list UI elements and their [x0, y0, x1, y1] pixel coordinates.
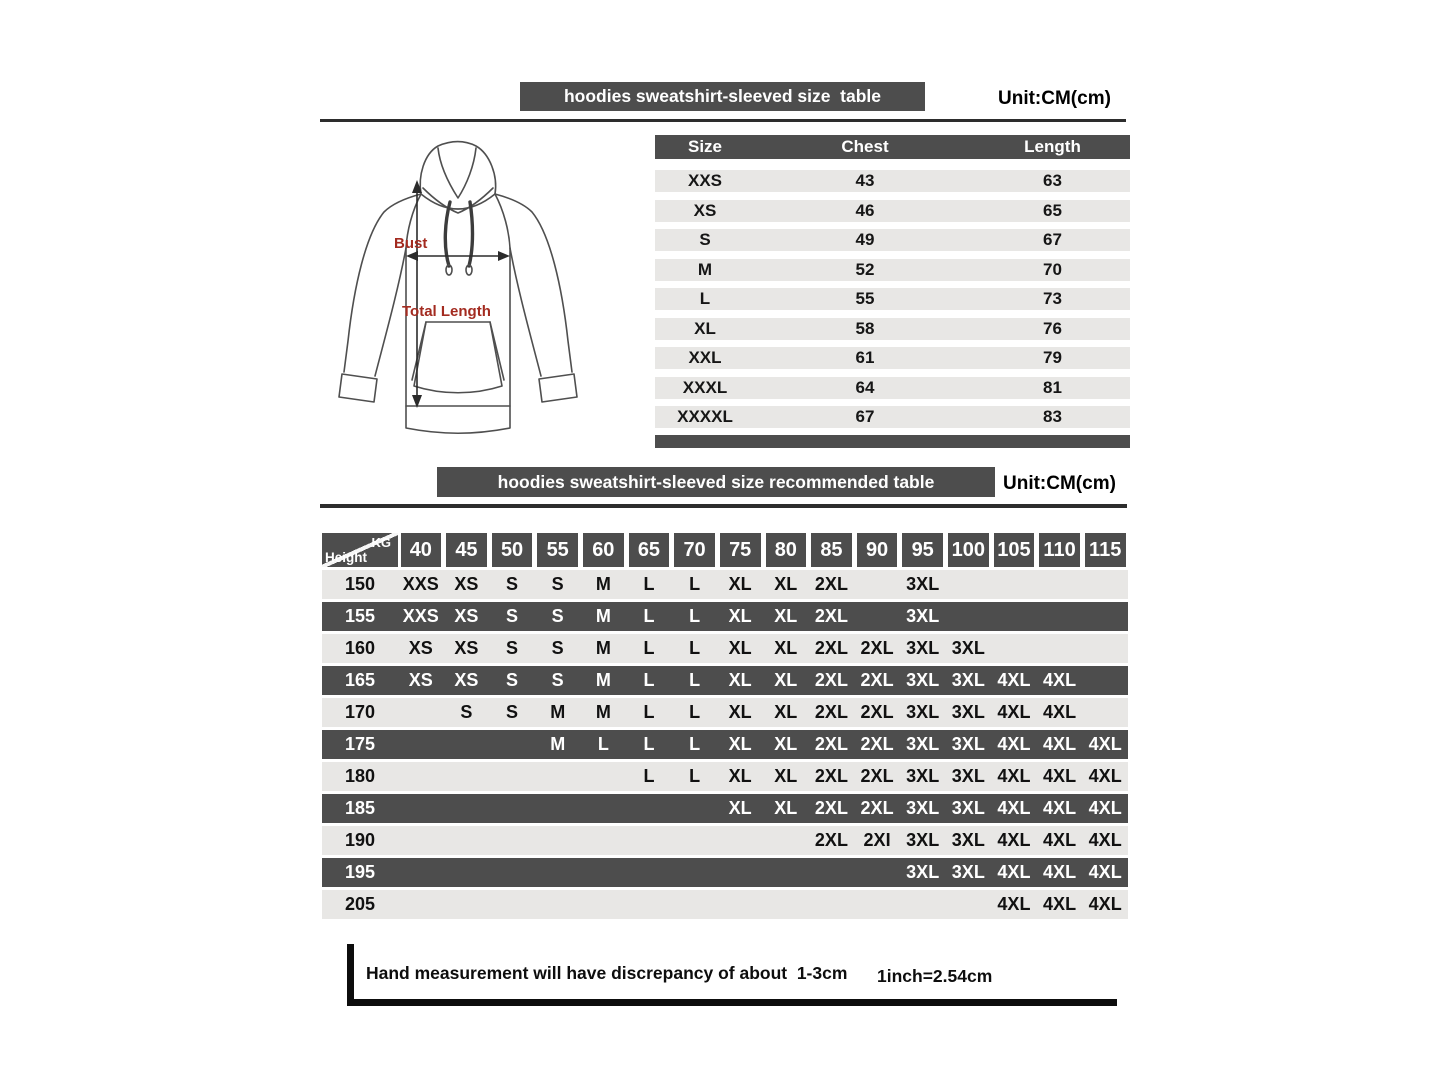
size-cell [946, 570, 992, 599]
size-cell: S [551, 670, 564, 690]
size-cell: 2XI [863, 830, 891, 850]
weight-column-header: 70 [674, 533, 715, 567]
size-cell [444, 762, 490, 791]
height-label: 195 [344, 862, 376, 882]
height-label: 165 [344, 670, 376, 690]
height-label: 205 [344, 894, 376, 914]
size-cell [854, 890, 900, 919]
size-cell: 2XL [814, 606, 848, 626]
size-cell: L [689, 574, 701, 594]
size-cell: 3XL [906, 702, 940, 722]
size-cell: 4XL [997, 766, 1031, 786]
inch-conversion-note: 1inch=2.54cm [877, 966, 993, 986]
recommended-table-row [322, 826, 1128, 855]
size-table-column-header: Chest [841, 137, 889, 156]
kg-height-corner-cell [322, 533, 398, 567]
size-cell [1082, 602, 1128, 631]
size-cell: L [643, 574, 655, 594]
recommended-table-title: hoodies sweatshirt-sleeved size recommended table [497, 471, 935, 492]
size-cell [444, 890, 490, 919]
arrow-left-icon [406, 251, 418, 261]
size-cell [1082, 634, 1128, 663]
size-cell: S [551, 606, 564, 626]
measurement-discrepancy-note: Hand measurement will have discrepancy of about 1-3cm [366, 963, 848, 983]
size-cell [581, 858, 627, 887]
size-cell: 4XL [1043, 862, 1077, 882]
size-table-cell: 46 [855, 200, 875, 220]
size-cell: L [643, 606, 655, 626]
size-cell: L [689, 606, 701, 626]
arrow-right-icon [498, 251, 510, 261]
weight-column-header: 115 [1085, 533, 1126, 567]
weight-column-header: 80 [766, 533, 807, 567]
size-cell: L [689, 734, 701, 754]
size-cell: 3XL [951, 766, 985, 786]
size-cell: XL [774, 798, 798, 818]
size-cell: 4XL [997, 702, 1031, 722]
size-cell [1082, 666, 1128, 695]
size-cell [672, 890, 718, 919]
size-cell: 4XL [1088, 894, 1122, 914]
size-cell: 3XL [951, 670, 985, 690]
recommended-table-row [322, 570, 1128, 599]
size-table-cell: 76 [1043, 318, 1062, 338]
size-table-column-header: Length [1024, 137, 1081, 156]
size-cell: 4XL [997, 734, 1031, 754]
size-cell: 4XL [1043, 670, 1077, 690]
size-cell: 3XL [906, 670, 940, 690]
size-cell [854, 570, 900, 599]
size-table-footer-bar [655, 435, 1130, 448]
hood-opening [438, 148, 476, 198]
footer-bottom-line [347, 999, 1117, 1006]
size-cell: M [550, 734, 566, 754]
size-cell [1082, 698, 1128, 727]
size-table-cell: L [699, 289, 711, 308]
size-cell [672, 794, 718, 823]
size-table-row [655, 347, 1130, 369]
size-table-cell: XXS [687, 171, 723, 190]
recommended-table-row [322, 794, 1128, 823]
size-cell [1037, 634, 1083, 663]
size-cell [489, 826, 535, 855]
size-cell [854, 602, 900, 631]
size-table-title-bar [520, 82, 925, 111]
size-cell [535, 794, 581, 823]
weight-column-header: 90 [857, 533, 898, 567]
size-cell: 3XL [951, 702, 985, 722]
size-table [655, 135, 1130, 448]
size-cell: S [506, 670, 519, 690]
size-cell [1037, 570, 1083, 599]
size-table-column-header: Size [687, 137, 723, 156]
size-cell [900, 890, 946, 919]
size-cell [398, 890, 444, 919]
size-cell: S [551, 574, 564, 594]
size-cell: 2XL [814, 766, 848, 786]
size-table-cell: 67 [1043, 230, 1062, 249]
size-table-row [655, 288, 1130, 310]
size-cell: 2XL [814, 670, 848, 690]
size-table-cell: 49 [855, 230, 875, 249]
size-cell [717, 826, 763, 855]
size-cell [809, 858, 855, 887]
size-cell: XL [728, 766, 752, 786]
size-cell [809, 890, 855, 919]
size-table-header [655, 135, 1130, 159]
size-table-unit-label: Unit:CM(cm) [998, 88, 1111, 109]
size-cell: XL [728, 798, 752, 818]
size-cell: XL [728, 574, 752, 594]
size-table-cell: 52 [855, 259, 875, 279]
size-table-cell: XS [693, 200, 717, 220]
height-label: 180 [344, 766, 376, 786]
size-cell: 2XL [814, 702, 848, 722]
height-label: 160 [344, 638, 376, 658]
size-table-row [655, 377, 1130, 399]
size-table-cell: 61 [855, 348, 875, 367]
size-cell: 2XL [814, 830, 848, 850]
size-cell: 3XL [906, 862, 940, 882]
size-cell [672, 858, 718, 887]
size-cell: M [595, 670, 611, 690]
size-cell: 3XL [951, 734, 985, 754]
size-cell [489, 890, 535, 919]
size-cell [946, 890, 992, 919]
weight-column-header: 100 [948, 533, 989, 567]
size-cell: XS [454, 638, 479, 658]
size-cell [535, 858, 581, 887]
size-cell: M [595, 606, 611, 626]
size-cell [581, 890, 627, 919]
size-cell: L [643, 702, 655, 722]
size-cell: 2XL [860, 766, 894, 786]
size-cell [991, 570, 1037, 599]
size-cell: 4XL [1043, 894, 1077, 914]
size-cell: 4XL [997, 798, 1031, 818]
weight-column-header: 40 [401, 533, 442, 567]
size-cell [1037, 602, 1083, 631]
size-cell: 3XL [906, 766, 940, 786]
size-cell: 3XL [951, 638, 985, 658]
size-cell [489, 858, 535, 887]
size-table-cell: 63 [1043, 171, 1062, 190]
size-cell: S [506, 702, 519, 722]
size-cell [581, 794, 627, 823]
size-cell [398, 858, 444, 887]
size-cell: 2XL [860, 734, 894, 754]
size-table-cell: 43 [855, 171, 875, 190]
recommended-table [322, 533, 1128, 919]
size-cell: L [597, 734, 609, 754]
left-cuff [339, 374, 377, 402]
size-cell: S [460, 702, 473, 722]
size-cell [626, 890, 672, 919]
size-cell: 4XL [997, 894, 1031, 914]
size-cell [854, 858, 900, 887]
size-cell: L [689, 766, 701, 786]
size-cell [489, 730, 535, 759]
size-table-cell: 81 [1043, 377, 1062, 397]
size-cell [763, 890, 809, 919]
size-cell: 2XL [814, 798, 848, 818]
size-cell: 3XL [906, 606, 940, 626]
size-cell: 4XL [1088, 862, 1122, 882]
size-cell [398, 730, 444, 759]
size-cell: 4XL [997, 670, 1031, 690]
recommended-table-row [322, 698, 1128, 727]
size-cell: L [689, 670, 701, 690]
size-cell: M [595, 574, 611, 594]
recommended-table-row [322, 762, 1128, 791]
height-label: 175 [344, 734, 376, 754]
size-cell [444, 730, 490, 759]
size-cell [398, 762, 444, 791]
size-cell: 2XL [860, 670, 894, 690]
size-cell: 4XL [997, 830, 1031, 850]
total-length-label: Total Length [402, 303, 491, 320]
size-cell: L [689, 702, 701, 722]
size-cell: 2XL [860, 702, 894, 722]
weight-column-header: 60 [583, 533, 624, 567]
kangaroo-pocket [414, 322, 502, 393]
size-cell: S [506, 574, 519, 594]
size-cell: L [643, 638, 655, 658]
size-cell [626, 826, 672, 855]
size-table-row [655, 229, 1130, 251]
size-cell: XL [774, 702, 798, 722]
size-cell: 2XL [814, 574, 848, 594]
size-cell: XL [728, 670, 752, 690]
size-cell: M [595, 638, 611, 658]
weight-column-header: 55 [537, 533, 578, 567]
recommended-table-title-bar [437, 467, 995, 497]
height-label: 170 [344, 702, 376, 722]
hem-band [406, 406, 510, 433]
size-cell [991, 602, 1037, 631]
size-cell: XS [408, 638, 433, 658]
size-cell [717, 858, 763, 887]
size-table-cell: XXXL [682, 377, 728, 397]
size-cell [398, 698, 444, 727]
size-table-cell: 83 [1043, 407, 1062, 426]
size-table-cell: S [699, 230, 711, 249]
size-cell [535, 890, 581, 919]
size-table-body [655, 170, 1130, 428]
size-table-cell: 64 [855, 377, 875, 397]
size-cell [444, 826, 490, 855]
size-cell: XL [774, 606, 798, 626]
size-cell [763, 826, 809, 855]
size-cell: 2XL [814, 734, 848, 754]
size-cell: L [643, 670, 655, 690]
size-cell [444, 858, 490, 887]
right-sleeve-inner [510, 248, 541, 376]
size-cell: 4XL [1043, 830, 1077, 850]
size-cell [626, 794, 672, 823]
size-cell: XL [774, 574, 798, 594]
size-cell [535, 826, 581, 855]
size-cell: S [551, 638, 564, 658]
hoodie-measurement-diagram [322, 136, 602, 456]
size-table-cell: 55 [855, 289, 875, 308]
size-cell: 4XL [1043, 702, 1077, 722]
size-cell: XS [454, 606, 479, 626]
size-cell [581, 826, 627, 855]
size-cell: L [643, 734, 655, 754]
size-cell: S [506, 606, 519, 626]
recommended-table-row [322, 858, 1128, 887]
size-cell: 3XL [906, 798, 940, 818]
size-table-row [655, 318, 1130, 340]
recommended-table-row [322, 634, 1128, 663]
size-cell: XL [728, 734, 752, 754]
size-cell: 4XL [1088, 766, 1122, 786]
height-corner-label: Height [325, 550, 367, 565]
size-cell: XL [774, 670, 798, 690]
size-cell [672, 826, 718, 855]
size-table-cell: XXL [688, 348, 722, 367]
size-cell: 4XL [1088, 734, 1122, 754]
size-table-cell: 70 [1043, 259, 1062, 279]
height-label: 185 [344, 798, 376, 818]
recommended-table-body [322, 570, 1128, 919]
size-table-cell: 73 [1043, 289, 1062, 308]
weight-column-header: 75 [720, 533, 761, 567]
size-cell [581, 762, 627, 791]
size-cell [489, 794, 535, 823]
size-table-title: hoodies sweatshirt-sleeved size table [563, 86, 882, 106]
recommended-table-unit-label: Unit:CM(cm) [1003, 473, 1116, 494]
size-cell: 3XL [906, 574, 940, 594]
size-cell: 3XL [951, 862, 985, 882]
top-divider-line [320, 119, 1126, 122]
kg-corner-label: KG [371, 535, 391, 550]
size-cell: XL [728, 702, 752, 722]
size-cell: 4XL [1043, 734, 1077, 754]
recommended-table-row [322, 730, 1128, 759]
size-cell [991, 634, 1037, 663]
size-table-cell: 65 [1043, 200, 1062, 220]
weight-column-header: 45 [446, 533, 487, 567]
size-cell: 2XL [860, 638, 894, 658]
size-cell: 4XL [1043, 766, 1077, 786]
height-label: 190 [344, 830, 376, 850]
size-cell [1082, 570, 1128, 599]
recommended-table-header [322, 533, 1128, 567]
size-cell: 4XL [997, 862, 1031, 882]
size-table-cell: M [697, 259, 713, 279]
size-table-row [655, 406, 1130, 428]
size-cell [946, 602, 992, 631]
hood-outline [420, 142, 495, 195]
recommended-table-row [322, 666, 1128, 695]
size-cell: XL [728, 638, 752, 658]
size-cell: L [689, 638, 701, 658]
weight-column-header: 50 [492, 533, 533, 567]
size-cell: XXS [402, 606, 439, 626]
size-cell: XL [774, 766, 798, 786]
size-table-cell: XL [694, 318, 716, 338]
size-cell: 3XL [906, 638, 940, 658]
pocket-opening-right [490, 322, 504, 380]
size-cell: 3XL [906, 734, 940, 754]
size-cell: S [506, 638, 519, 658]
size-cell: XL [774, 638, 798, 658]
size-cell: 4XL [1088, 798, 1122, 818]
size-cell [398, 794, 444, 823]
weight-column-header: 65 [629, 533, 670, 567]
size-table-row [655, 170, 1130, 192]
size-cell: XXS [402, 574, 439, 594]
size-cell: 4XL [1088, 830, 1122, 850]
size-cell: 2XL [860, 798, 894, 818]
size-cell: L [643, 766, 655, 786]
height-label: 150 [344, 574, 376, 594]
pocket-opening-left [412, 322, 426, 380]
size-table-row [655, 259, 1130, 281]
footer-left-bar [347, 944, 354, 1005]
size-cell [398, 826, 444, 855]
recommended-table-row [322, 890, 1128, 919]
size-cell: XS [408, 670, 433, 690]
size-cell [763, 858, 809, 887]
middle-divider-line [320, 504, 1127, 508]
size-cell [535, 762, 581, 791]
size-table-cell: XXXXL [677, 407, 733, 426]
size-table-cell: 79 [1043, 348, 1062, 367]
size-table-row [655, 200, 1130, 222]
size-cell [444, 794, 490, 823]
size-cell: XS [454, 670, 479, 690]
weight-column-header: 85 [811, 533, 852, 567]
size-cell: 3XL [951, 830, 985, 850]
size-cell: M [595, 702, 611, 722]
weight-column-header: 110 [1039, 533, 1080, 567]
size-cell [626, 858, 672, 887]
size-cell [717, 890, 763, 919]
recommended-table-row [322, 602, 1128, 631]
size-cell: 3XL [906, 830, 940, 850]
size-cell: 3XL [951, 798, 985, 818]
size-cell: XL [728, 606, 752, 626]
height-label: 155 [344, 606, 376, 626]
size-cell: 4XL [1043, 798, 1077, 818]
size-cell: XL [774, 734, 798, 754]
size-table-cell: 58 [855, 318, 875, 338]
weight-column-header: 105 [994, 533, 1035, 567]
size-cell: XS [454, 574, 479, 594]
right-cuff [539, 374, 577, 402]
size-cell: 2XL [814, 638, 848, 658]
size-table-cell: 67 [855, 407, 875, 426]
weight-column-header: 95 [902, 533, 943, 567]
size-cell: M [550, 702, 566, 722]
size-cell [489, 762, 535, 791]
bust-label: Bust [394, 235, 428, 252]
